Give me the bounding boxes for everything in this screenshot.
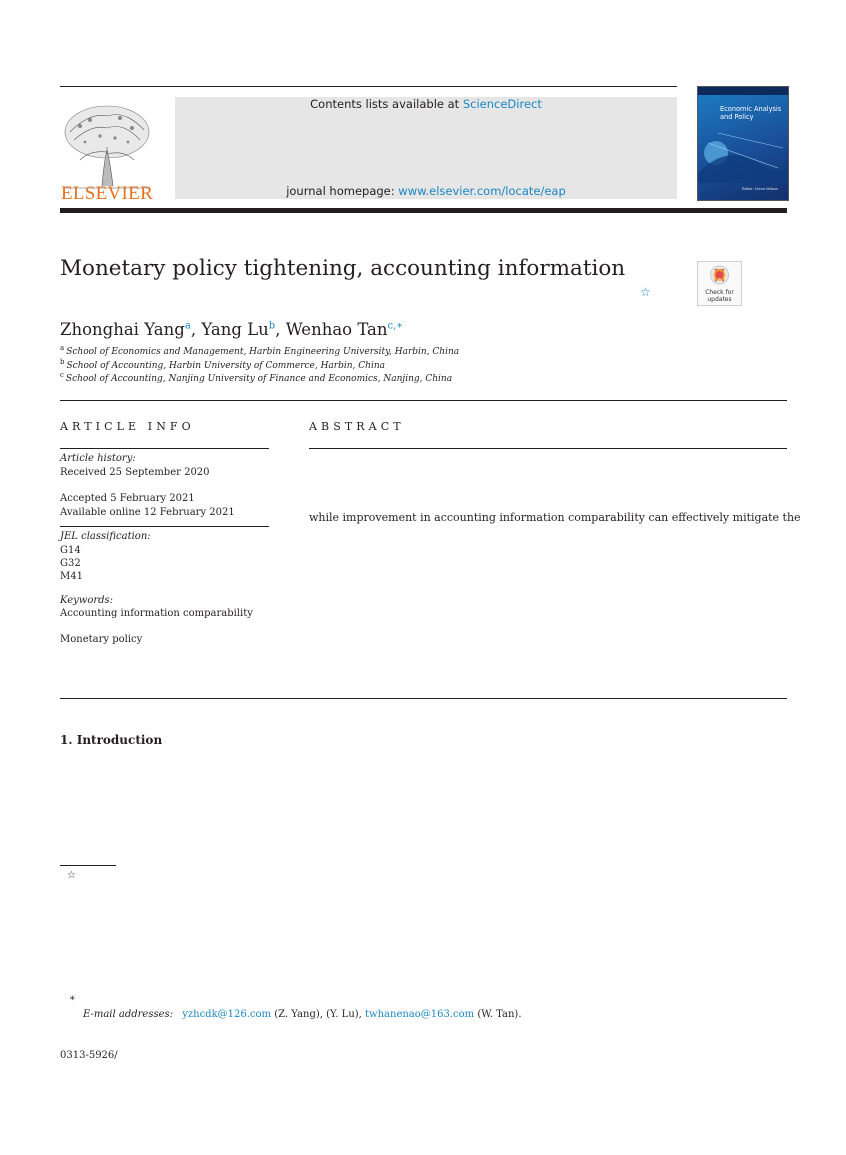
author-name[interactable]: Yang Lu [201, 320, 269, 339]
author-name[interactable]: Wenhao Tan [285, 320, 388, 339]
author-affil-sup[interactable]: c,∗ [387, 320, 404, 332]
introduction-heading: 1. Introduction [60, 733, 163, 747]
received-date: Received 25 September 2020 [60, 467, 210, 478]
paper-title: Monetary policy tightening, accounting information [60, 256, 626, 281]
affiliation [60, 358, 385, 371]
author-sep: , [275, 320, 286, 339]
author-list [60, 320, 403, 339]
email-label: E-mail addresses: [83, 1009, 174, 1020]
contents-prefix: Contents lists available at [310, 97, 463, 111]
check-updates-label [698, 289, 741, 303]
article-history-label: Article history: [60, 453, 136, 464]
journal-homepage-link[interactable]: www.elsevier.com/locate/eap [398, 184, 566, 198]
header-bottom-thick-rule [60, 208, 787, 213]
affiliation-mark: a [60, 344, 65, 352]
abstract-text-line: while improvement in accounting information comparability can effectively mitigate the [309, 511, 801, 524]
jel-code: G32 [60, 558, 81, 569]
footnote-rule [60, 865, 116, 866]
email-owner: (Z. Yang), (Y. Lu), [271, 1009, 366, 1020]
abstract-bottom-rule [60, 698, 787, 699]
jel-label: JEL classification: [60, 531, 151, 542]
cover-editor: Editor: Clevo Wilson [742, 187, 778, 191]
email-owner: (W. Tan). [474, 1009, 522, 1020]
footnote-asterisk: ∗ [69, 993, 76, 1004]
article-info-mid-rule [60, 526, 269, 527]
author-affil-sup[interactable]: a [184, 320, 191, 332]
affiliation-text: School of Economics and Management, Harbin Engineering University, Harbin, China [66, 347, 460, 357]
check-for-updates-button[interactable] [697, 261, 742, 306]
check-updates-line1: Check for [705, 289, 734, 296]
keyword: Accounting information comparability [60, 608, 253, 619]
available-online-date: Available online 12 February 2021 [60, 507, 235, 518]
author-name[interactable]: Zhonghai Yang [60, 320, 185, 339]
accepted-date: Accepted 5 February 2021 [60, 493, 195, 504]
affiliation-text: School of Accounting, Nanjing University of Finance and Economics, Nanjing, China [65, 374, 453, 384]
footnote-star: ☆ [67, 870, 76, 881]
affiliation-mark: b [60, 358, 65, 366]
title-footnote-star-link[interactable]: ☆ [640, 285, 651, 299]
keywords-label: Keywords: [60, 595, 114, 606]
author-sep: , [190, 320, 202, 339]
article-info-rule [60, 448, 269, 449]
cover-top-band [698, 87, 788, 95]
keyword: Monetary policy [60, 634, 143, 645]
journal-cover-image[interactable] [697, 86, 789, 201]
article-info-heading: ARTICLE INFO [60, 420, 195, 433]
email-link[interactable]: twhanenao@163.com [365, 1009, 475, 1020]
homepage-line [175, 184, 677, 198]
affiliation [60, 371, 453, 384]
email-footnote [83, 1009, 522, 1020]
check-updates-line2: updates [707, 296, 732, 303]
homepage-prefix: journal homepage: [286, 184, 399, 198]
jel-code: G14 [60, 545, 81, 556]
abstract-rule [309, 448, 787, 449]
cover-art-icon [698, 123, 788, 183]
author-affil-sup[interactable]: b [268, 320, 276, 332]
elsevier-wordmark[interactable]: ELSEVIER [60, 183, 154, 204]
affiliation [60, 344, 460, 357]
issn: 0313-5926/ [60, 1050, 118, 1061]
header-top-rule [60, 86, 677, 87]
affiliation-mark: c [60, 371, 64, 379]
cover-journal-title: Economic Analysis and Policy [720, 105, 782, 121]
crossmark-icon [710, 265, 729, 288]
email-link[interactable]: yzhcdk@126.com [182, 1009, 272, 1020]
abstract-heading: ABSTRACT [309, 420, 405, 433]
jel-code: M41 [60, 571, 83, 582]
info-top-rule [60, 400, 787, 401]
sciencedirect-link[interactable]: ScienceDirect [462, 97, 542, 111]
affiliation-text: School of Accounting, Harbin University of Commerce, Harbin, China [66, 361, 385, 371]
contents-line [175, 97, 677, 111]
